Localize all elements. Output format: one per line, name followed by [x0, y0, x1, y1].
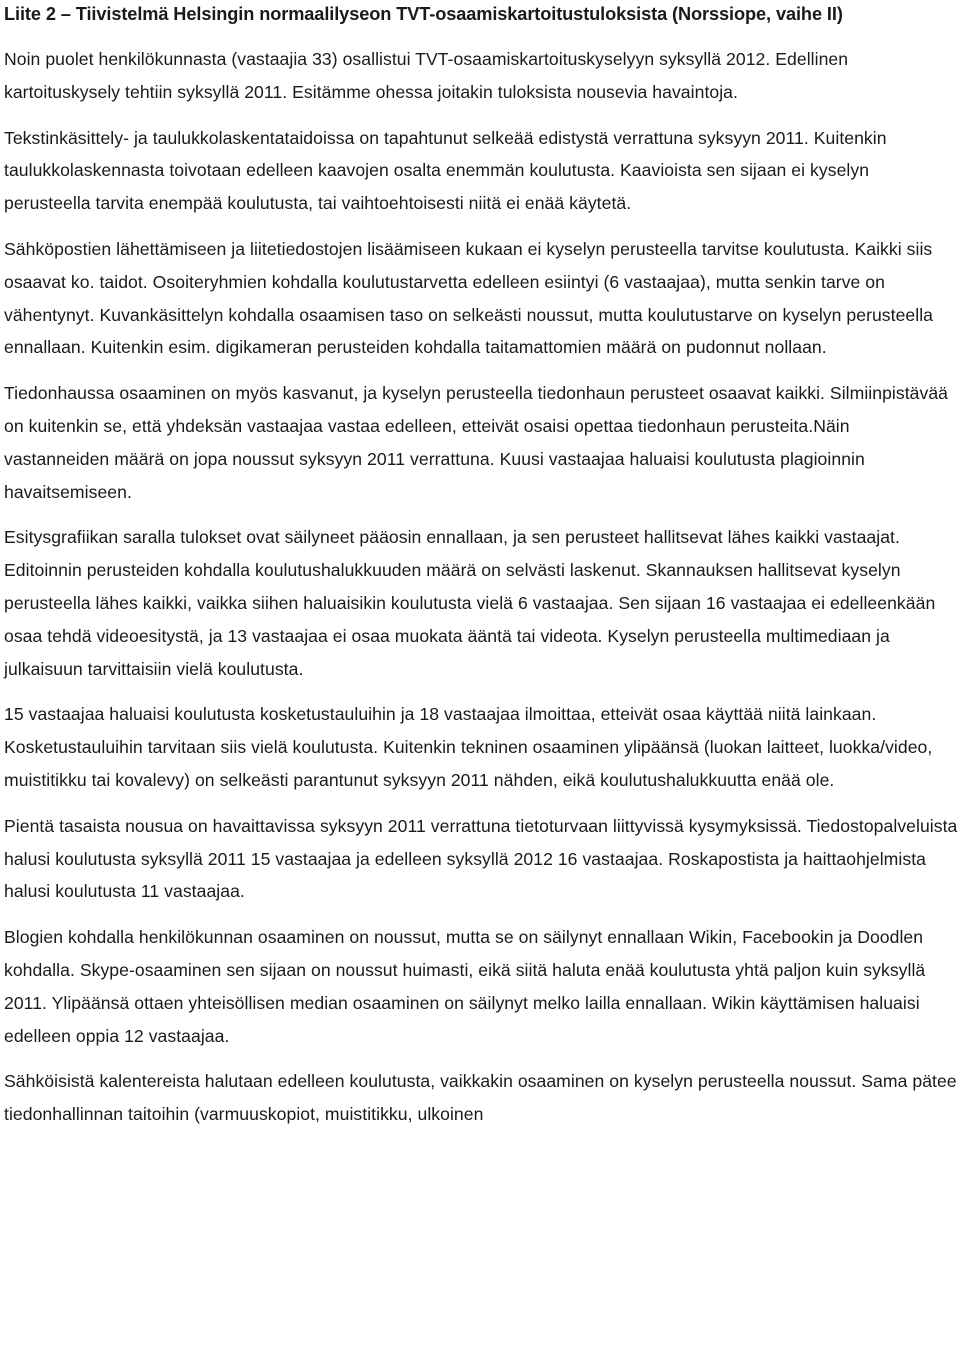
document-title: Liite 2 – Tiivistelmä Helsingin normaalilyseon TVT-osaamiskartoitustuloksista (Norssiope, vaihe II)	[4, 4, 843, 24]
paragraph-presentation-graphics: Esitysgrafiikan saralla tulokset ovat säilyneet pääosin ennallaan, ja sen perusteet hallitsevat lähes kaikki vastaajat. Editoinnin perusteiden kohdalla koulutushalukkuuden määrä on selvästi laskenut. Skannauksen hallitsevat kyselyn perusteella lähes kaikki, vaikka siihen haluaisikin koulutusta vielä 6 vastaajaa. Sen sijaan 16 vastaajaa ei edelleenkään osaa tehdä videoesitystä, ja 13 vastaajaa ei osaa muokata ääntä tai videota. Kyselyn perusteella multimediaan ja julkaisuun tarvittaisiin vielä koulutusta.	[4, 527, 936, 679]
paragraph-intro: Noin puolet henkilökunnasta (vastaajia 33) osallistui TVT-osaamiskartoituskyselyyn syksyllä 2012. Edellinen kartoituskysely tehtiin syksyllä 2011. Esitämme ohessa joitakin tuloksista nousevia havaintoja.	[4, 49, 849, 102]
paragraph-social-media: Blogien kohdalla henkilökunnan osaaminen on noussut, mutta se on säilynyt ennallaan Wikin, Facebookin ja Doodlen kohdalla. Skype-osaaminen sen sijaan on noussut huimasti, eikä siitä haluta enää koulutusta yhtä paljon kuin syksyllä 2011. Ylipäänsä ottaen yhteisöllisen median osaaminen on säilynyt melko lailla ennallaan. Wikin käyttämisen haluaisi edelleen oppia 12 vastaajaa.	[4, 927, 926, 1046]
paragraph-information-security: Pientä tasaista nousua on havaittavissa syksyyn 2011 verrattuna tietoturvaan liittyvissä kysymyksissä. Tiedostopalveluista halusi koulutusta syksyllä 2011 15 vastaajaa ja edelleen syksyllä 2012 16 vastaajaa. Roskapostista ja haittaohjelmista halusi koulutusta 11 vastaajaa.	[4, 815, 958, 902]
paragraph-calendars: Sähköisistä kalentereista halutaan edelleen koulutusta, vaikkakin osaaminen on kyselyn perusteella noussut. Sama pätee tiedonhallinnan taitoihin (varmuuskopiot, muistitikku, ulkoinen	[4, 1071, 957, 1125]
paragraph-email-and-images: Sähköpostien lähettämiseen ja liitetiedostojen lisäämiseen kukaan ei kyselyn perusteella tarvitse koulutusta. Kaikki siis osaavat ko. taidot. Osoiteryhmien kohdalla koulutustarvetta edelleen esiintyi (6 vastaajaa), mutta senkin tarve on vähentynyt. Kuvankäsittelyn kohdalla osaamisen taso on selkeästi noussut, mutta koulutustarve on kyselyn perusteella ennallaan. Kuitenkin esim. digikameran perusteiden kohdalla taitamattomien määrä on pudonnut nollaan.	[4, 238, 934, 358]
paragraph-text-and-spreadsheets: Tekstinkäsittely- ja taulukkolaskentataidoissa on tapahtunut selkeää edistystä verrattuna syksyyn 2011. Kuitenkin taulukkolaskennasta toivotaan edelleen kaavojen osalta enemmän koulutusta. Kaavioista sen sijaan ei kyselyn perusteella tarvita enempää koulutusta, tai vaihtoehtoisesti niitä ei enää käytetä.	[4, 127, 887, 214]
paragraph-touch-boards: 15 vastaajaa haluaisi koulutusta kosketustauluihin ja 18 vastaajaa ilmoittaa, etteivät osaa käyttää niitä lainkaan. Kosketustauluihin tarvitaan siis vielä koulutusta. Kuitenkin tekninen osaaminen ylipäänsä (luokan laitteet, luokka/video, muistitikku tai kovalevy) on selkeästi parantunut syksyyn 2011 nähden, eikä koulutushalukkuutta enää ole.	[4, 704, 933, 790]
paragraph-information-search: Tiedonhaussa osaaminen on myös kasvanut, ja kyselyn perusteella tiedonhaun perusteet osaavat kaikki. Silmiinpistävää on kuitenkin se, että yhdeksän vastaajaa vastaa edelleen, etteivät osaisi opettaa tiedonhaun perusteita.Näin vastanneiden määrä on jopa noussut syksyyn 2011 verrattuna. Kuusi vastaajaa haluaisi koulutusta plagioinnin havaitsemiseen.	[4, 383, 949, 502]
